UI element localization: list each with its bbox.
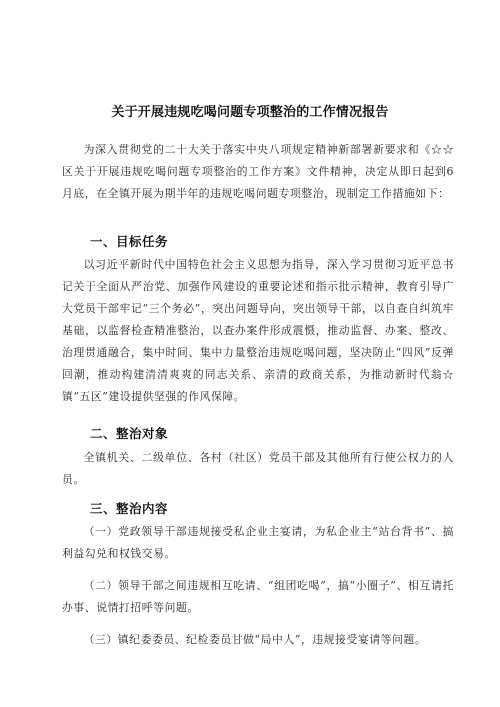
targets-paragraph: 全镇机关、二级单位、各村（社区）党员干部及其他所有行使公权力的人员。 <box>62 451 454 486</box>
section-heading-goals: 一、目标任务 <box>90 234 169 249</box>
section-heading-targets: 二、整治对象 <box>90 426 169 441</box>
document-title: 关于开展违规吃喝问题专项整治的工作情况报告 <box>111 104 389 120</box>
content-item-3: （三）镇纪委委员、纪检委员甘做“局中人”，违规接受宴请等问题。 <box>83 633 427 646</box>
content-item-1: （一）党政领导干部违规接受私企业主宴请，为私企业主“站台背书”、搞利益勾兑和权钱交易。 <box>62 525 454 560</box>
content-item-2: （二）领导干部之间违规相互吃请、“组团吃喝”，搞“小圈子”、相互请托办事、说情打招呼等问题。 <box>62 579 454 614</box>
goals-paragraph: 以习近平新时代中国特色社会主义思想为指导，深入学习贯彻习近平总书记关于全面从严治党、加强作风建设的重要论述和指示批示精神，教育引导广大党员干部牢记“三个务必”，突出问题导向，突出领导干部，以自查自纠筑牢基础，以监督检查精准整治，以查办案件形成震慑，推动监督、办案、整改、治理贯通融合，集中时间、集中力量整治违规吃喝问题，坚决防止“四风”反弹回潮，推动构建清清爽爽的同志关系、亲清的政商关系，为推动新时代翁☆镇“五区”建设提供坚强的作风保障。 <box>62 258 454 403</box>
intro-paragraph: 为深入贯彻党的二十大关于落实中央八项规定精神新部署新要求和《☆☆区关于开展违规吃喝问题专项整治的工作方案》文件精神，决定从即日起到6月底，在全镇开展为期半年的违规吃喝问题专项整治，现制定工作措施如下： <box>62 143 454 200</box>
section-heading-content: 三、整治内容 <box>90 501 169 516</box>
